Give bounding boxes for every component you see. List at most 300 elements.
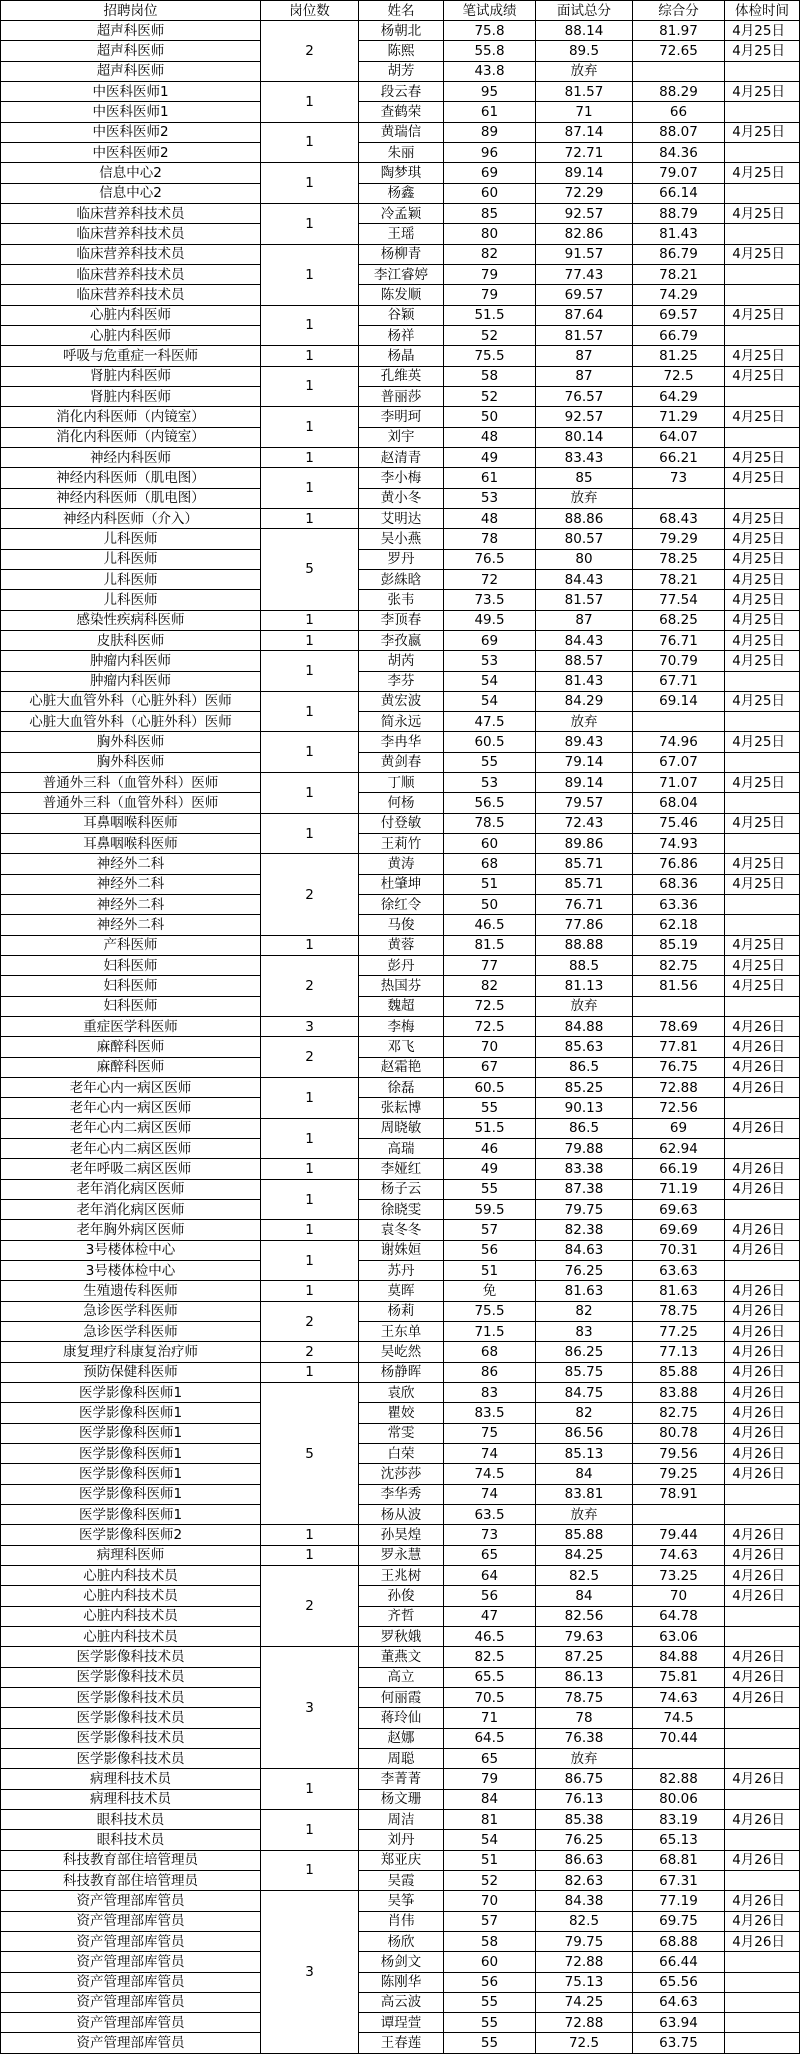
position-cell: 急诊医学科医师 [1,1322,261,1342]
composite-score-cell: 77.25 [633,1322,725,1342]
exam-date-cell [725,1606,800,1626]
exam-date-cell [725,1261,800,1281]
position-cell: 胸外科医师 [1,752,261,772]
written-score-cell: 50 [444,895,536,915]
written-score-cell: 68 [444,1342,536,1362]
position-cell: 心脏大血管外科（心脏外科）医师 [1,691,261,711]
interview-score-cell: 72.29 [536,183,633,203]
composite-score-cell: 86.79 [633,244,725,264]
table-row [1,407,800,427]
written-score-cell: 81 [444,1809,536,1829]
name-cell: 徐红令 [359,895,444,915]
interview-score-cell: 82.86 [536,224,633,244]
written-score-cell: 52 [444,325,536,345]
composite-score-cell: 67.71 [633,671,725,691]
table-row [1,1240,800,1260]
exam-date-cell: 4月25日 [725,854,800,874]
table-row [1,590,800,610]
table-row [1,1911,800,1931]
name-cell: 魏超 [359,996,444,1016]
composite-score-cell: 85.88 [633,1362,725,1382]
exam-date-cell [725,1748,800,1768]
exam-date-cell [725,1972,800,1992]
written-score-cell: 78 [444,529,536,549]
name-cell: 彭丹 [359,956,444,976]
composite-score-cell: 71.29 [633,407,725,427]
interview-score-cell: 74.25 [536,1992,633,2012]
table-row [1,1057,800,1077]
written-score-cell: 81.5 [444,935,536,955]
written-score-cell: 83.5 [444,1403,536,1423]
name-cell: 赵清青 [359,447,444,467]
exam-date-cell: 4月26日 [725,1057,800,1077]
written-score-cell: 73 [444,1525,536,1545]
interview-score-cell: 90.13 [536,1098,633,1118]
table-row [1,1159,800,1179]
written-score-cell: 50 [444,407,536,427]
interview-score-cell: 86.5 [536,1057,633,1077]
table-row [1,1504,800,1524]
exam-date-cell: 4月25日 [725,976,800,996]
written-score-cell: 96 [444,142,536,162]
name-cell: 陶梦琪 [359,163,444,183]
interview-score-cell: 92.57 [536,203,633,223]
composite-score-cell: 75.81 [633,1667,725,1687]
written-score-cell: 78.5 [444,813,536,833]
composite-score-cell: 81.43 [633,224,725,244]
position-count-cell: 2 [261,956,359,1017]
interview-score-cell: 81.57 [536,590,633,610]
name-cell: 杨剑文 [359,1952,444,1972]
position-count-cell: 1 [261,447,359,467]
exam-date-cell: 4月26日 [725,1667,800,1687]
table-row [1,1078,800,1098]
table-row [1,1037,800,1057]
composite-score-cell: 84.36 [633,142,725,162]
composite-score-cell: 63.63 [633,1261,725,1281]
composite-score-cell: 64.29 [633,386,725,406]
exam-date-cell [725,488,800,508]
header-written-score: 笔试成绩 [444,1,536,21]
exam-date-cell: 4月25日 [725,468,800,488]
composite-score-cell: 82.88 [633,1769,725,1789]
composite-score-cell: 81.25 [633,346,725,366]
interview-score-cell: 81.63 [536,1281,633,1301]
name-cell: 张耘博 [359,1098,444,1118]
written-score-cell: 64.5 [444,1728,536,1748]
position-cell: 资产管理部库管员 [1,1911,261,1931]
composite-score-cell: 79.07 [633,163,725,183]
written-score-cell: 54 [444,1830,536,1850]
exam-date-cell: 4月26日 [725,1647,800,1667]
composite-score-cell: 76.86 [633,854,725,874]
position-cell: 神经外二科 [1,895,261,915]
table-row [1,41,800,61]
name-cell: 黄蓉 [359,935,444,955]
exam-date-cell: 4月25日 [725,508,800,528]
position-count-cell: 1 [261,1362,359,1382]
composite-score-cell: 63.06 [633,1626,725,1646]
interview-score-cell: 83.81 [536,1484,633,1504]
position-cell: 3号楼体检中心 [1,1240,261,1260]
position-count-cell: 1 [261,1769,359,1810]
table-row [1,1545,800,1565]
position-count-cell: 1 [261,1809,359,1850]
name-cell: 李江睿婷 [359,264,444,284]
position-cell: 医学影像科医师1 [1,1443,261,1463]
name-cell: 苏丹 [359,1261,444,1281]
table-row [1,427,800,447]
exam-date-cell: 4月25日 [725,813,800,833]
written-score-cell: 76.5 [444,549,536,569]
written-score-cell: 53 [444,773,536,793]
written-score-cell: 61 [444,468,536,488]
written-score-cell: 65.5 [444,1667,536,1687]
name-cell: 谷颖 [359,305,444,325]
composite-score-cell: 81.56 [633,976,725,996]
position-cell: 肾脏内科医师 [1,386,261,406]
position-count-cell: 1 [261,122,359,163]
name-cell: 王兆树 [359,1565,444,1585]
composite-score-cell: 82.75 [633,956,725,976]
exam-date-cell: 4月26日 [725,1586,800,1606]
position-count-cell: 1 [261,610,359,630]
exam-date-cell [725,1504,800,1524]
written-score-cell: 69 [444,630,536,650]
written-score-cell: 57 [444,1911,536,1931]
name-cell: 瞿姣 [359,1403,444,1423]
exam-date-cell: 4月25日 [725,81,800,101]
position-cell: 妇科医师 [1,956,261,976]
name-cell: 董燕文 [359,1647,444,1667]
position-count-cell: 1 [261,773,359,814]
interview-score-cell: 放弃 [536,61,633,81]
composite-score-cell: 66.21 [633,447,725,467]
exam-date-cell [725,386,800,406]
position-cell: 资产管理部库管员 [1,1931,261,1951]
interview-score-cell: 76.57 [536,386,633,406]
composite-score-cell: 71.07 [633,773,725,793]
exam-date-cell: 4月25日 [725,630,800,650]
written-score-cell: 84 [444,1789,536,1809]
name-cell: 李娅红 [359,1159,444,1179]
table-row [1,1464,800,1484]
position-cell: 老年心内一病区医师 [1,1078,261,1098]
position-cell: 超声科医师 [1,61,261,81]
table-body [1,21,800,2054]
table-row [1,1342,800,1362]
name-cell: 黄涛 [359,854,444,874]
exam-date-cell: 4月25日 [725,935,800,955]
composite-score-cell: 66.19 [633,1159,725,1179]
composite-score-cell: 64.78 [633,1606,725,1626]
written-score-cell: 55 [444,2013,536,2033]
written-score-cell: 56 [444,1586,536,1606]
position-cell: 急诊医学科医师 [1,1301,261,1321]
table-row [1,102,800,122]
composite-score-cell: 69.75 [633,1911,725,1931]
written-score-cell: 79 [444,264,536,284]
position-cell: 重症医学科医师 [1,1017,261,1037]
name-cell: 段云春 [359,81,444,101]
position-count-cell: 1 [261,1281,359,1301]
interview-score-cell: 放弃 [536,488,633,508]
position-cell: 神经内科医师（肌电图） [1,488,261,508]
composite-score-cell: 71.19 [633,1179,725,1199]
position-cell: 资产管理部库管员 [1,2033,261,2053]
composite-score-cell: 84.88 [633,1647,725,1667]
written-score-cell: 72 [444,569,536,589]
position-cell: 超声科医师 [1,41,261,61]
position-cell: 肿瘤内科医师 [1,671,261,691]
exam-date-cell [725,752,800,772]
name-cell: 罗丹 [359,549,444,569]
exam-date-cell: 4月26日 [725,1159,800,1179]
name-cell: 谭珵萱 [359,2013,444,2033]
written-score-cell: 47.5 [444,712,536,732]
exam-date-cell: 4月26日 [725,1118,800,1138]
exam-date-cell [725,671,800,691]
written-score-cell: 70 [444,1037,536,1057]
exam-date-cell: 4月25日 [725,651,800,671]
interview-score-cell: 放弃 [536,1504,633,1524]
exam-date-cell [725,142,800,162]
written-score-cell: 64 [444,1565,536,1585]
position-count-cell: 2 [261,1565,359,1646]
exam-date-cell: 4月26日 [725,1017,800,1037]
table-row [1,1850,800,1870]
position-cell: 医学影像科医师1 [1,1403,261,1423]
composite-score-cell: 83.19 [633,1809,725,1829]
interview-score-cell: 79.14 [536,752,633,772]
position-cell: 临床营养科技术员 [1,264,261,284]
position-cell: 老年心内二病区医师 [1,1139,261,1159]
table-row [1,61,800,81]
written-score-cell: 56.5 [444,793,536,813]
position-cell: 消化内科医师（内镜室） [1,427,261,447]
name-cell: 吴筝 [359,1891,444,1911]
interview-score-cell: 83.43 [536,447,633,467]
table-row [1,813,800,833]
exam-date-cell: 4月26日 [725,1911,800,1931]
position-count-cell: 1 [261,305,359,346]
name-cell: 李小梅 [359,468,444,488]
name-cell: 刘丹 [359,1830,444,1850]
exam-date-cell: 4月25日 [725,691,800,711]
table-row [1,244,800,264]
written-score-cell: 51 [444,1850,536,1870]
position-cell: 中医科医师1 [1,81,261,101]
name-cell: 丁顺 [359,773,444,793]
composite-score-cell: 63.94 [633,2013,725,2033]
exam-date-cell: 4月25日 [725,21,800,41]
name-cell: 李菁菁 [359,1769,444,1789]
name-cell: 孙昊煌 [359,1525,444,1545]
position-count-cell: 1 [261,1159,359,1179]
table-row [1,976,800,996]
written-score-cell: 46.5 [444,915,536,935]
interview-score-cell: 78 [536,1708,633,1728]
interview-score-cell: 83 [536,1322,633,1342]
exam-date-cell [725,102,800,122]
written-score-cell: 72.5 [444,1017,536,1037]
exam-date-cell [725,183,800,203]
exam-date-cell: 4月26日 [725,1525,800,1545]
written-score-cell: 75.5 [444,346,536,366]
name-cell: 张韦 [359,590,444,610]
name-cell: 白荣 [359,1443,444,1463]
written-score-cell: 71 [444,1708,536,1728]
table-row [1,610,800,630]
interview-score-cell: 81.57 [536,325,633,345]
position-cell: 医学影像科医师1 [1,1484,261,1504]
header-row [1,1,800,21]
exam-date-cell: 4月26日 [725,1423,800,1443]
table-row [1,21,800,41]
interview-score-cell: 84.25 [536,1545,633,1565]
composite-score-cell: 72.56 [633,1098,725,1118]
composite-score-cell: 74.29 [633,285,725,305]
exam-date-cell [725,834,800,854]
written-score-cell: 46.5 [444,1626,536,1646]
exam-date-cell [725,264,800,284]
written-score-cell: 51 [444,1261,536,1281]
composite-score-cell: 74.63 [633,1545,725,1565]
position-count-cell: 1 [261,691,359,732]
interview-score-cell: 77.86 [536,915,633,935]
position-cell: 神经外二科 [1,915,261,935]
table-row [1,1281,800,1301]
table-row [1,1586,800,1606]
header-position: 招聘岗位 [1,1,261,21]
composite-score-cell: 68.81 [633,1850,725,1870]
written-score-cell: 65 [444,1748,536,1768]
table-row [1,1301,800,1321]
written-score-cell: 82.5 [444,1647,536,1667]
table-row [1,1728,800,1748]
exam-date-cell: 4月26日 [725,1281,800,1301]
table-row [1,671,800,691]
name-cell: 杨子云 [359,1179,444,1199]
interview-score-cell: 72.88 [536,1952,633,1972]
exam-date-cell: 4月25日 [725,407,800,427]
composite-score-cell: 68.36 [633,874,725,894]
position-count-cell: 1 [261,244,359,305]
name-cell: 杨鑫 [359,183,444,203]
exam-date-cell: 4月26日 [725,1931,800,1951]
header-name: 姓名 [359,1,444,21]
exam-date-cell: 4月26日 [725,1301,800,1321]
interview-score-cell: 82.38 [536,1220,633,1240]
position-cell: 老年呼吸二病区医师 [1,1159,261,1179]
position-cell: 神经外二科 [1,854,261,874]
interview-score-cell: 88.57 [536,651,633,671]
exam-date-cell: 4月25日 [725,590,800,610]
written-score-cell: 60 [444,834,536,854]
interview-score-cell: 89.86 [536,834,633,854]
table-row [1,1017,800,1037]
table-row [1,651,800,671]
table-row [1,508,800,528]
name-cell: 杨柳青 [359,244,444,264]
composite-score-cell: 75.46 [633,813,725,833]
composite-score-cell: 65.56 [633,1972,725,1992]
position-count-cell: 1 [261,630,359,650]
table-row [1,712,800,732]
name-cell: 蒋玲仙 [359,1708,444,1728]
interview-score-cell: 82.5 [536,1565,633,1585]
position-cell: 科技教育部住培管理员 [1,1850,261,1870]
name-cell: 黄宏波 [359,691,444,711]
interview-score-cell: 89.5 [536,41,633,61]
written-score-cell: 83 [444,1382,536,1402]
header-position-count: 岗位数 [261,1,359,21]
written-score-cell: 60 [444,1952,536,1972]
exam-date-cell: 4月25日 [725,163,800,183]
composite-score-cell: 68.43 [633,508,725,528]
interview-score-cell: 84.88 [536,1017,633,1037]
exam-date-cell: 4月26日 [725,1362,800,1382]
composite-score-cell: 74.63 [633,1687,725,1707]
interview-score-cell: 87.14 [536,122,633,142]
composite-score-cell: 81.63 [633,1281,725,1301]
table-row [1,834,800,854]
interview-score-cell: 83.38 [536,1159,633,1179]
position-cell: 生殖遗传科医师 [1,1281,261,1301]
name-cell: 李顶春 [359,610,444,630]
exam-date-cell: 4月26日 [725,1565,800,1585]
table-row [1,1220,800,1240]
exam-date-cell [725,1952,800,1972]
composite-score-cell: 66.79 [633,325,725,345]
position-cell: 普通外三科（血管外科）医师 [1,773,261,793]
table-row [1,386,800,406]
position-count-cell: 1 [261,508,359,528]
name-cell: 李冉华 [359,732,444,752]
composite-score-cell: 70.44 [633,1728,725,1748]
header-interview-score: 面试总分 [536,1,633,21]
interview-score-cell: 69.57 [536,285,633,305]
exam-date-cell: 4月25日 [725,610,800,630]
position-cell: 儿科医师 [1,549,261,569]
table-row [1,1972,800,1992]
composite-score-cell: 79.25 [633,1464,725,1484]
position-count-cell: 1 [261,935,359,955]
composite-score-cell: 63.75 [633,2033,725,2053]
interview-score-cell: 84.29 [536,691,633,711]
interview-score-cell: 81.43 [536,671,633,691]
written-score-cell: 73.5 [444,590,536,610]
position-cell: 康复理疗科康复治疗师 [1,1342,261,1362]
written-score-cell: 49.5 [444,610,536,630]
position-count-cell: 2 [261,1342,359,1362]
position-cell: 临床营养科技术员 [1,285,261,305]
name-cell: 陈刚华 [359,1972,444,1992]
position-cell: 资产管理部库管员 [1,1992,261,2012]
position-cell: 资产管理部库管员 [1,1891,261,1911]
composite-score-cell: 69.57 [633,305,725,325]
name-cell: 胡芳 [359,61,444,81]
position-cell: 妇科医师 [1,976,261,996]
interview-score-cell: 72.88 [536,2013,633,2033]
exam-date-cell: 4月25日 [725,346,800,366]
table-row [1,224,800,244]
interview-score-cell: 85.38 [536,1809,633,1829]
position-count-cell: 2 [261,854,359,935]
composite-score-cell: 69.63 [633,1200,725,1220]
composite-score-cell: 74.96 [633,732,725,752]
interview-score-cell: 86.25 [536,1342,633,1362]
